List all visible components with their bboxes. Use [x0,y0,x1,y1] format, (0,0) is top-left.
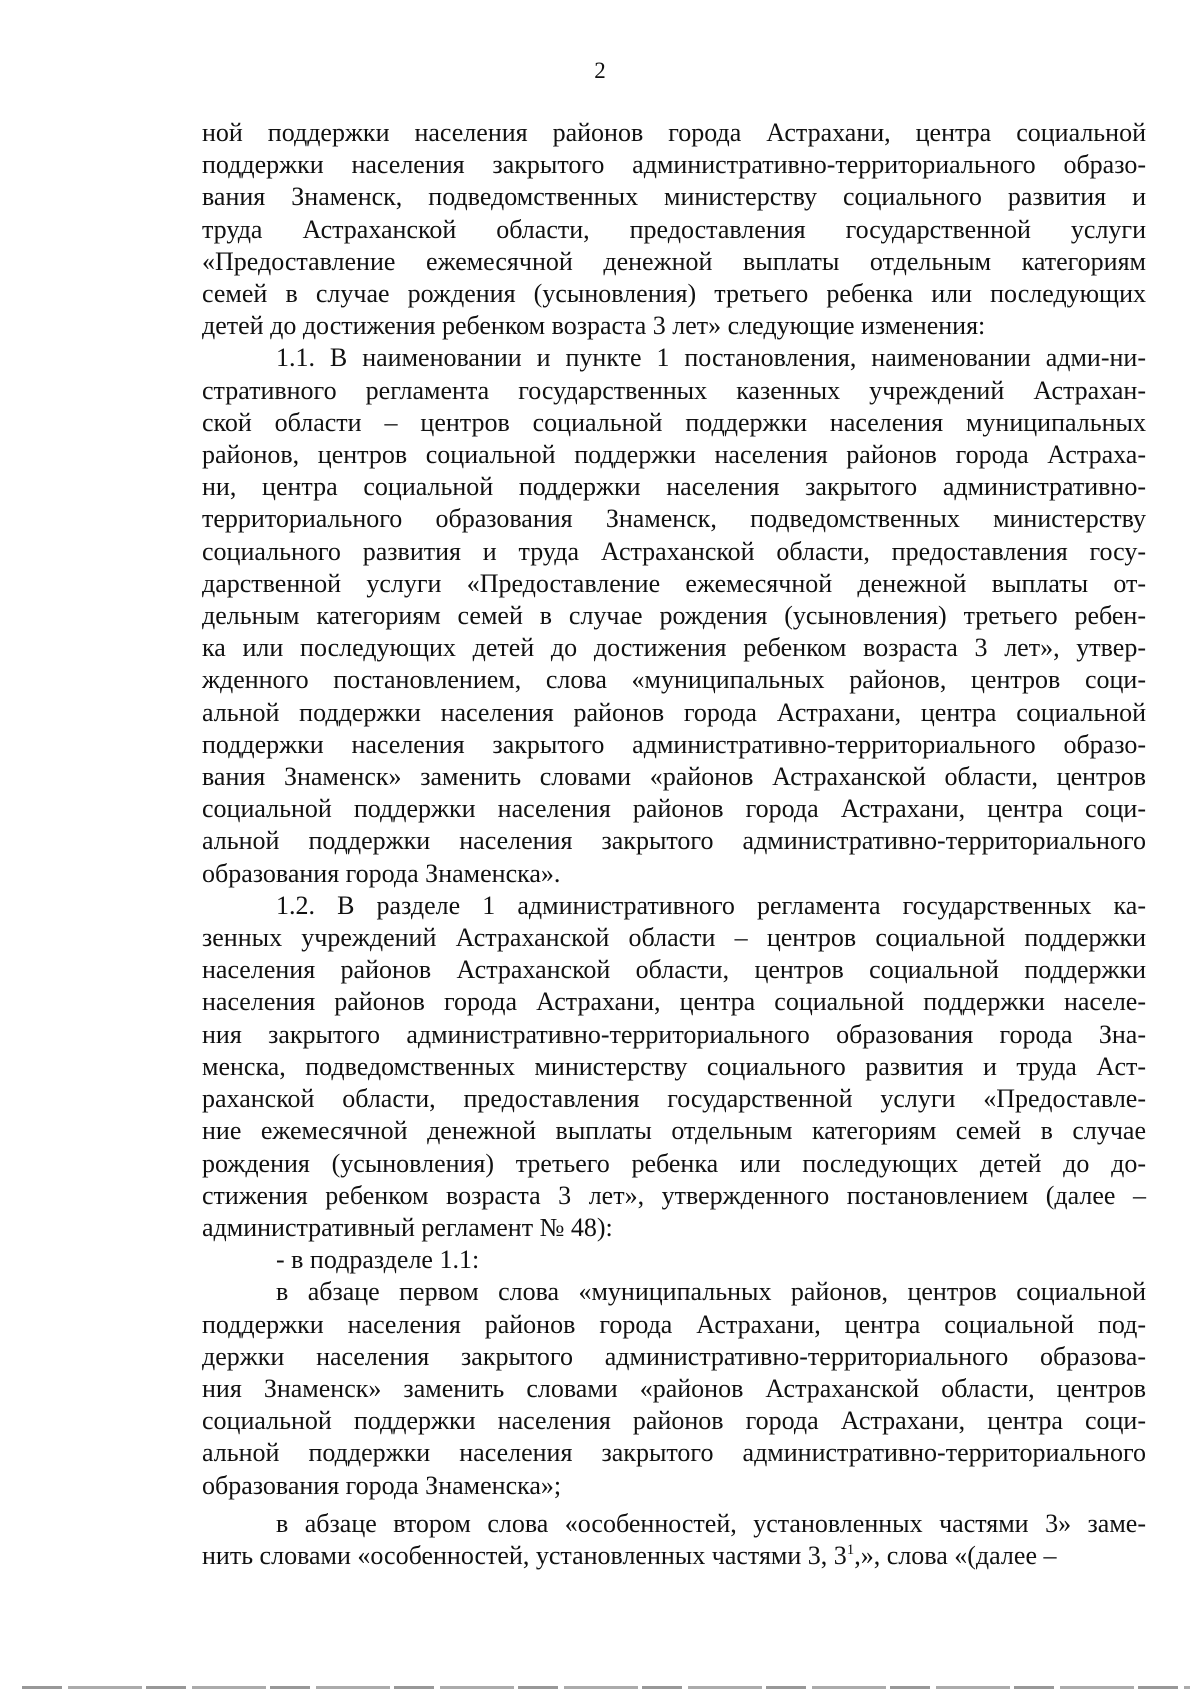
text-line: 1.2. В разделе 1 административного регламента государственных ка- [276,890,1146,920]
text-line: труда Астраханской области, предоставления государственной услуги [202,214,1146,244]
text-line: альной поддержки населения закрытого административно-территориального [202,1438,1146,1468]
superscript: 1 [846,1541,855,1558]
text-line: жденного постановлением, слова «муниципальных районов, центров соци- [202,665,1146,695]
text-line: семей в случае рождения (усыновления) третьего ребенка или последующих [202,279,1146,309]
text-line: поддержки населения закрытого административно-территориального образо- [202,150,1146,180]
text-line: альной поддержки населения закрытого административно-территориального [202,826,1146,856]
text-line: ной поддержки населения районов города Астрахани, центра социальной [202,118,1146,147]
paragraph [202,1508,1146,1572]
scan-edge-artifact [22,1686,1190,1689]
text-line: социального развития и труда Астраханской области, предоставления госу- [202,536,1146,566]
document-body [202,117,1146,1572]
text-line: в абзаце первом слова «муниципальных районов, центров социальной [276,1277,1146,1307]
text-line: ния Знаменск» заменить словами «районов Астраханской области, центров [202,1373,1146,1403]
text-line: - в подразделе 1.1: [276,1245,480,1275]
text-line: образования города Знаменска»; [202,1470,562,1500]
text-line: населения районов Астраханской области, центров социальной поддержки [202,955,1146,985]
text-line: альной поддержки населения районов города Астрахани, центра социальной [202,697,1146,727]
paragraph [202,1276,1146,1501]
text-line: административный регламент № 48): [202,1212,613,1242]
text-line: «Предоставление ежемесячной денежной выплаты отдельным категориям [202,246,1146,276]
text-line: социальной поддержки населения районов города Астрахани, центра соци- [202,794,1146,824]
text-line: территориального образования Знаменск, подведомственных министерству [202,504,1146,534]
text-line: зенных учреждений Астраханской области – центров социальной поддержки [202,923,1146,953]
paragraph [202,890,1146,1244]
text-line: ни, центра социальной поддержки населения закрытого административно- [202,472,1146,502]
text-line: стративного регламента государственных казенных учреждений Астрахан- [202,375,1146,405]
text-line: образования города Знаменска». [202,858,561,888]
text-line: стижения ребенком возраста 3 лет», утвержденного постановлением (далее – [202,1180,1146,1210]
text-line: социальной поддержки населения районов города Астрахани, центра соци- [202,1406,1146,1436]
paragraph [202,117,1146,342]
text-line: раханской области, предоставления государственной услуги «Предоставле- [202,1084,1146,1114]
text-line: дарственной услуги «Предоставление ежемесячной денежной выплаты от- [202,568,1146,598]
text-line: менска, подведомственных министерству социального развития и труда Аст- [202,1051,1146,1081]
text-line: рождения (усыновления) третьего ребенка или последующих детей до до- [202,1148,1146,1178]
text-line: 1.1. В наименовании и пункте 1 постановления, наименовании адми-ни- [276,343,1146,373]
page-number: 2 [594,58,606,83]
text-line: ской области – центров социальной поддержки населения муниципальных [202,407,1146,437]
text-line: вания Знаменск, подведомственных министерству социального развития и [202,182,1146,212]
text-line: в абзаце втором слова «особенностей, установленных частями 3» заме- [276,1508,1146,1538]
text-line: ние ежемесячной денежной выплаты отдельным категориям семей в случае [202,1116,1146,1146]
text-line: поддержки населения районов города Астрахани, центра социальной под- [202,1309,1146,1339]
paragraph [202,342,1146,889]
text-line: поддержки населения закрытого административно-территориального образо- [202,729,1146,759]
text-line: районов, центров социальной поддержки населения районов города Астраха- [202,440,1146,470]
text-line: детей до достижения ребенком возраста 3 лет» следующие изменения: [202,311,986,341]
text-line: населения районов города Астрахани, центра социальной поддержки населе- [202,987,1146,1017]
paragraph [202,1244,1146,1276]
text-line: ка или последующих детей до достижения ребенком возраста 3 лет», утвер- [202,633,1146,663]
text-line: держки населения закрытого административно-территориального образова- [202,1341,1146,1371]
text-line: дельным категориям семей в случае рождения (усыновления) третьего ребен- [202,601,1146,631]
text-line: нить словами «особенностей, установленных частями 3, $3^1$,», слова «(далее – [202,1540,1057,1570]
text-line: ния закрытого административно-территориального образования города Зна- [202,1019,1146,1049]
text-line: вания Знаменск» заменить словами «районов Астраханской области, центров [202,762,1146,792]
